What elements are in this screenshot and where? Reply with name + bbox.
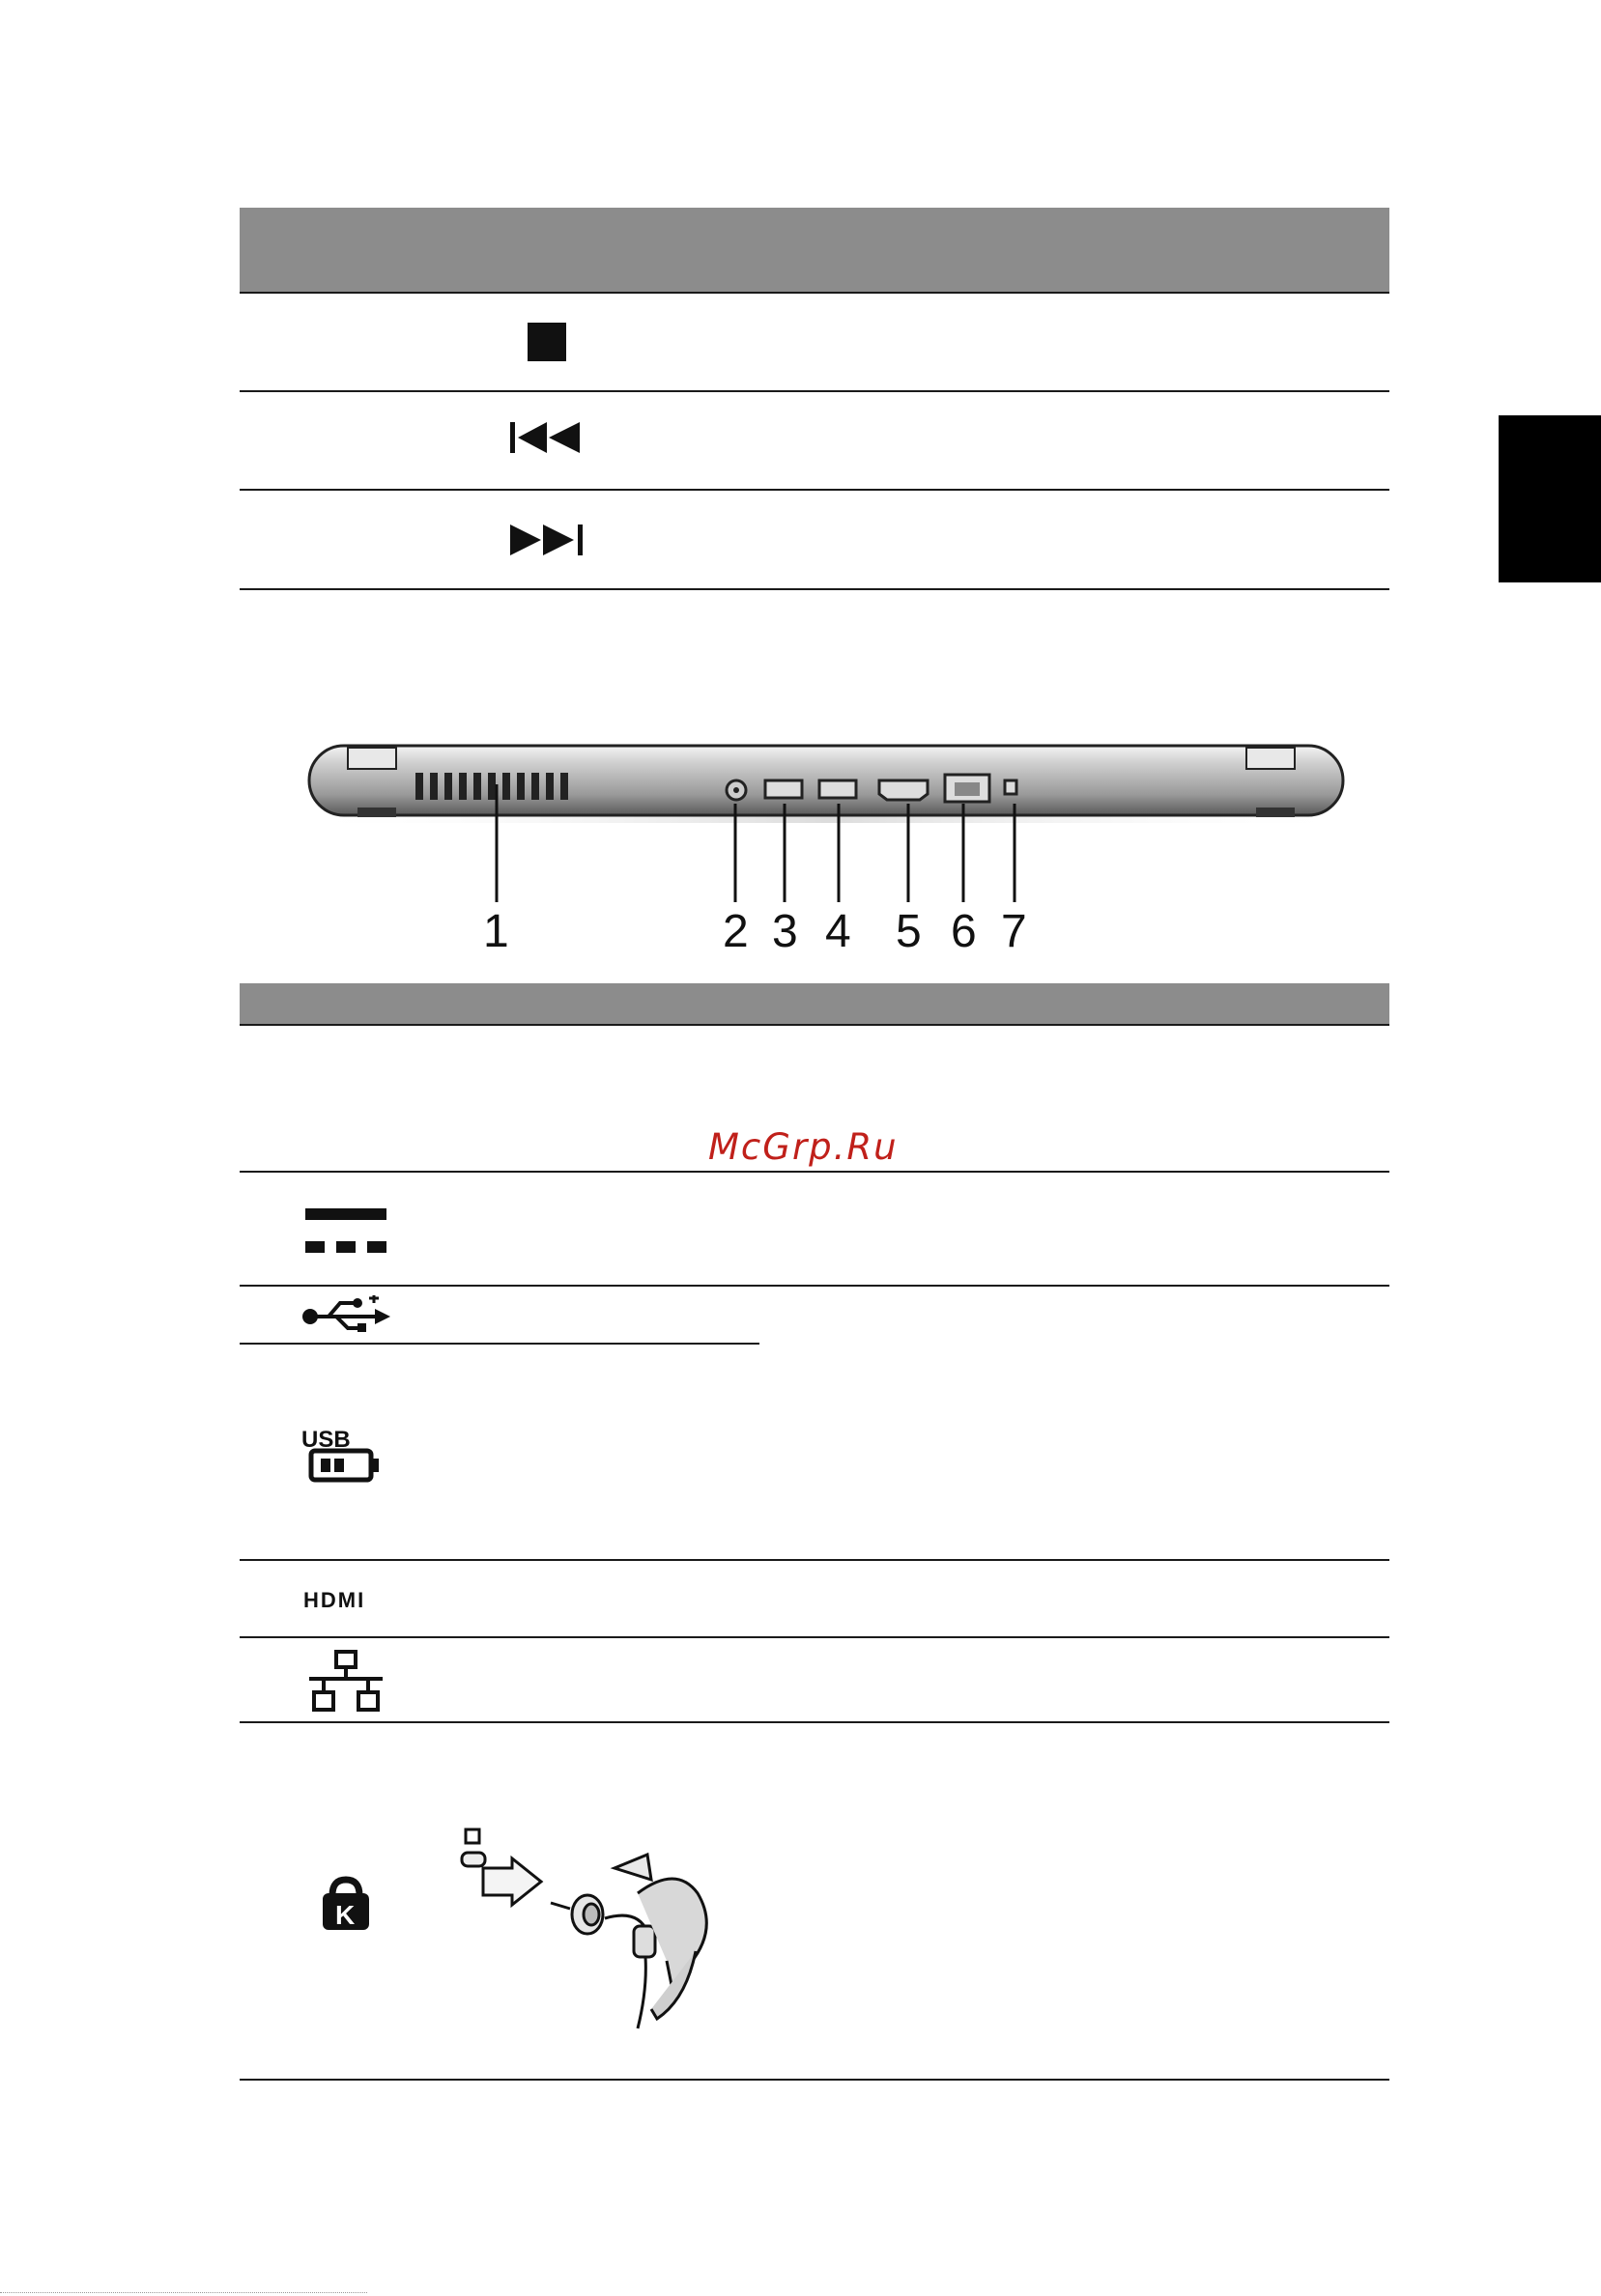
table-rule — [240, 588, 1389, 590]
dc-in-icon — [305, 1208, 386, 1255]
usb-charge-icon — [301, 1426, 390, 1484]
hdmi-label: HDMI — [303, 1588, 366, 1611]
previous-track-icon — [510, 422, 584, 453]
kensington-lock-icon — [319, 1876, 373, 1932]
table-rule — [240, 1024, 1389, 1026]
table-rule — [240, 1721, 1389, 1723]
table-rule — [240, 2079, 1389, 2081]
usb-charge-label: USB — [301, 1427, 351, 1453]
table-rule — [240, 1559, 1389, 1561]
callout-label: 2 — [723, 906, 749, 957]
hdmi-icon — [303, 1588, 388, 1611]
callout-label: 6 — [951, 906, 977, 957]
table-rule — [240, 489, 1389, 491]
table-rule — [240, 390, 1389, 392]
next-track-icon — [510, 524, 584, 555]
ethernet-icon — [307, 1650, 385, 1714]
callout-label: 5 — [896, 906, 922, 957]
rear-ports-table-header — [240, 983, 1389, 1024]
callout-label: 7 — [1001, 906, 1027, 957]
callout-label: 3 — [772, 906, 798, 957]
table-rule — [240, 1636, 1389, 1638]
table-rule — [240, 292, 1389, 294]
usb-icon — [301, 1295, 390, 1334]
table-rule — [240, 1343, 759, 1345]
chapter-tab — [1499, 415, 1601, 582]
lock-installation-illustration — [444, 1826, 734, 2033]
table-rule — [240, 1285, 1389, 1287]
kensington-lock-label: K — [335, 1900, 356, 1930]
callout-label: 1 — [483, 906, 509, 957]
table-rule — [240, 1171, 1389, 1173]
media-keys-table-header — [240, 208, 1389, 293]
watermark: McGrp.Ru — [708, 1126, 899, 1168]
footer-rule — [0, 2292, 367, 2293]
callout-label: 4 — [825, 906, 851, 957]
stop-icon — [527, 322, 567, 362]
callout-leaders — [0, 784, 1601, 905]
